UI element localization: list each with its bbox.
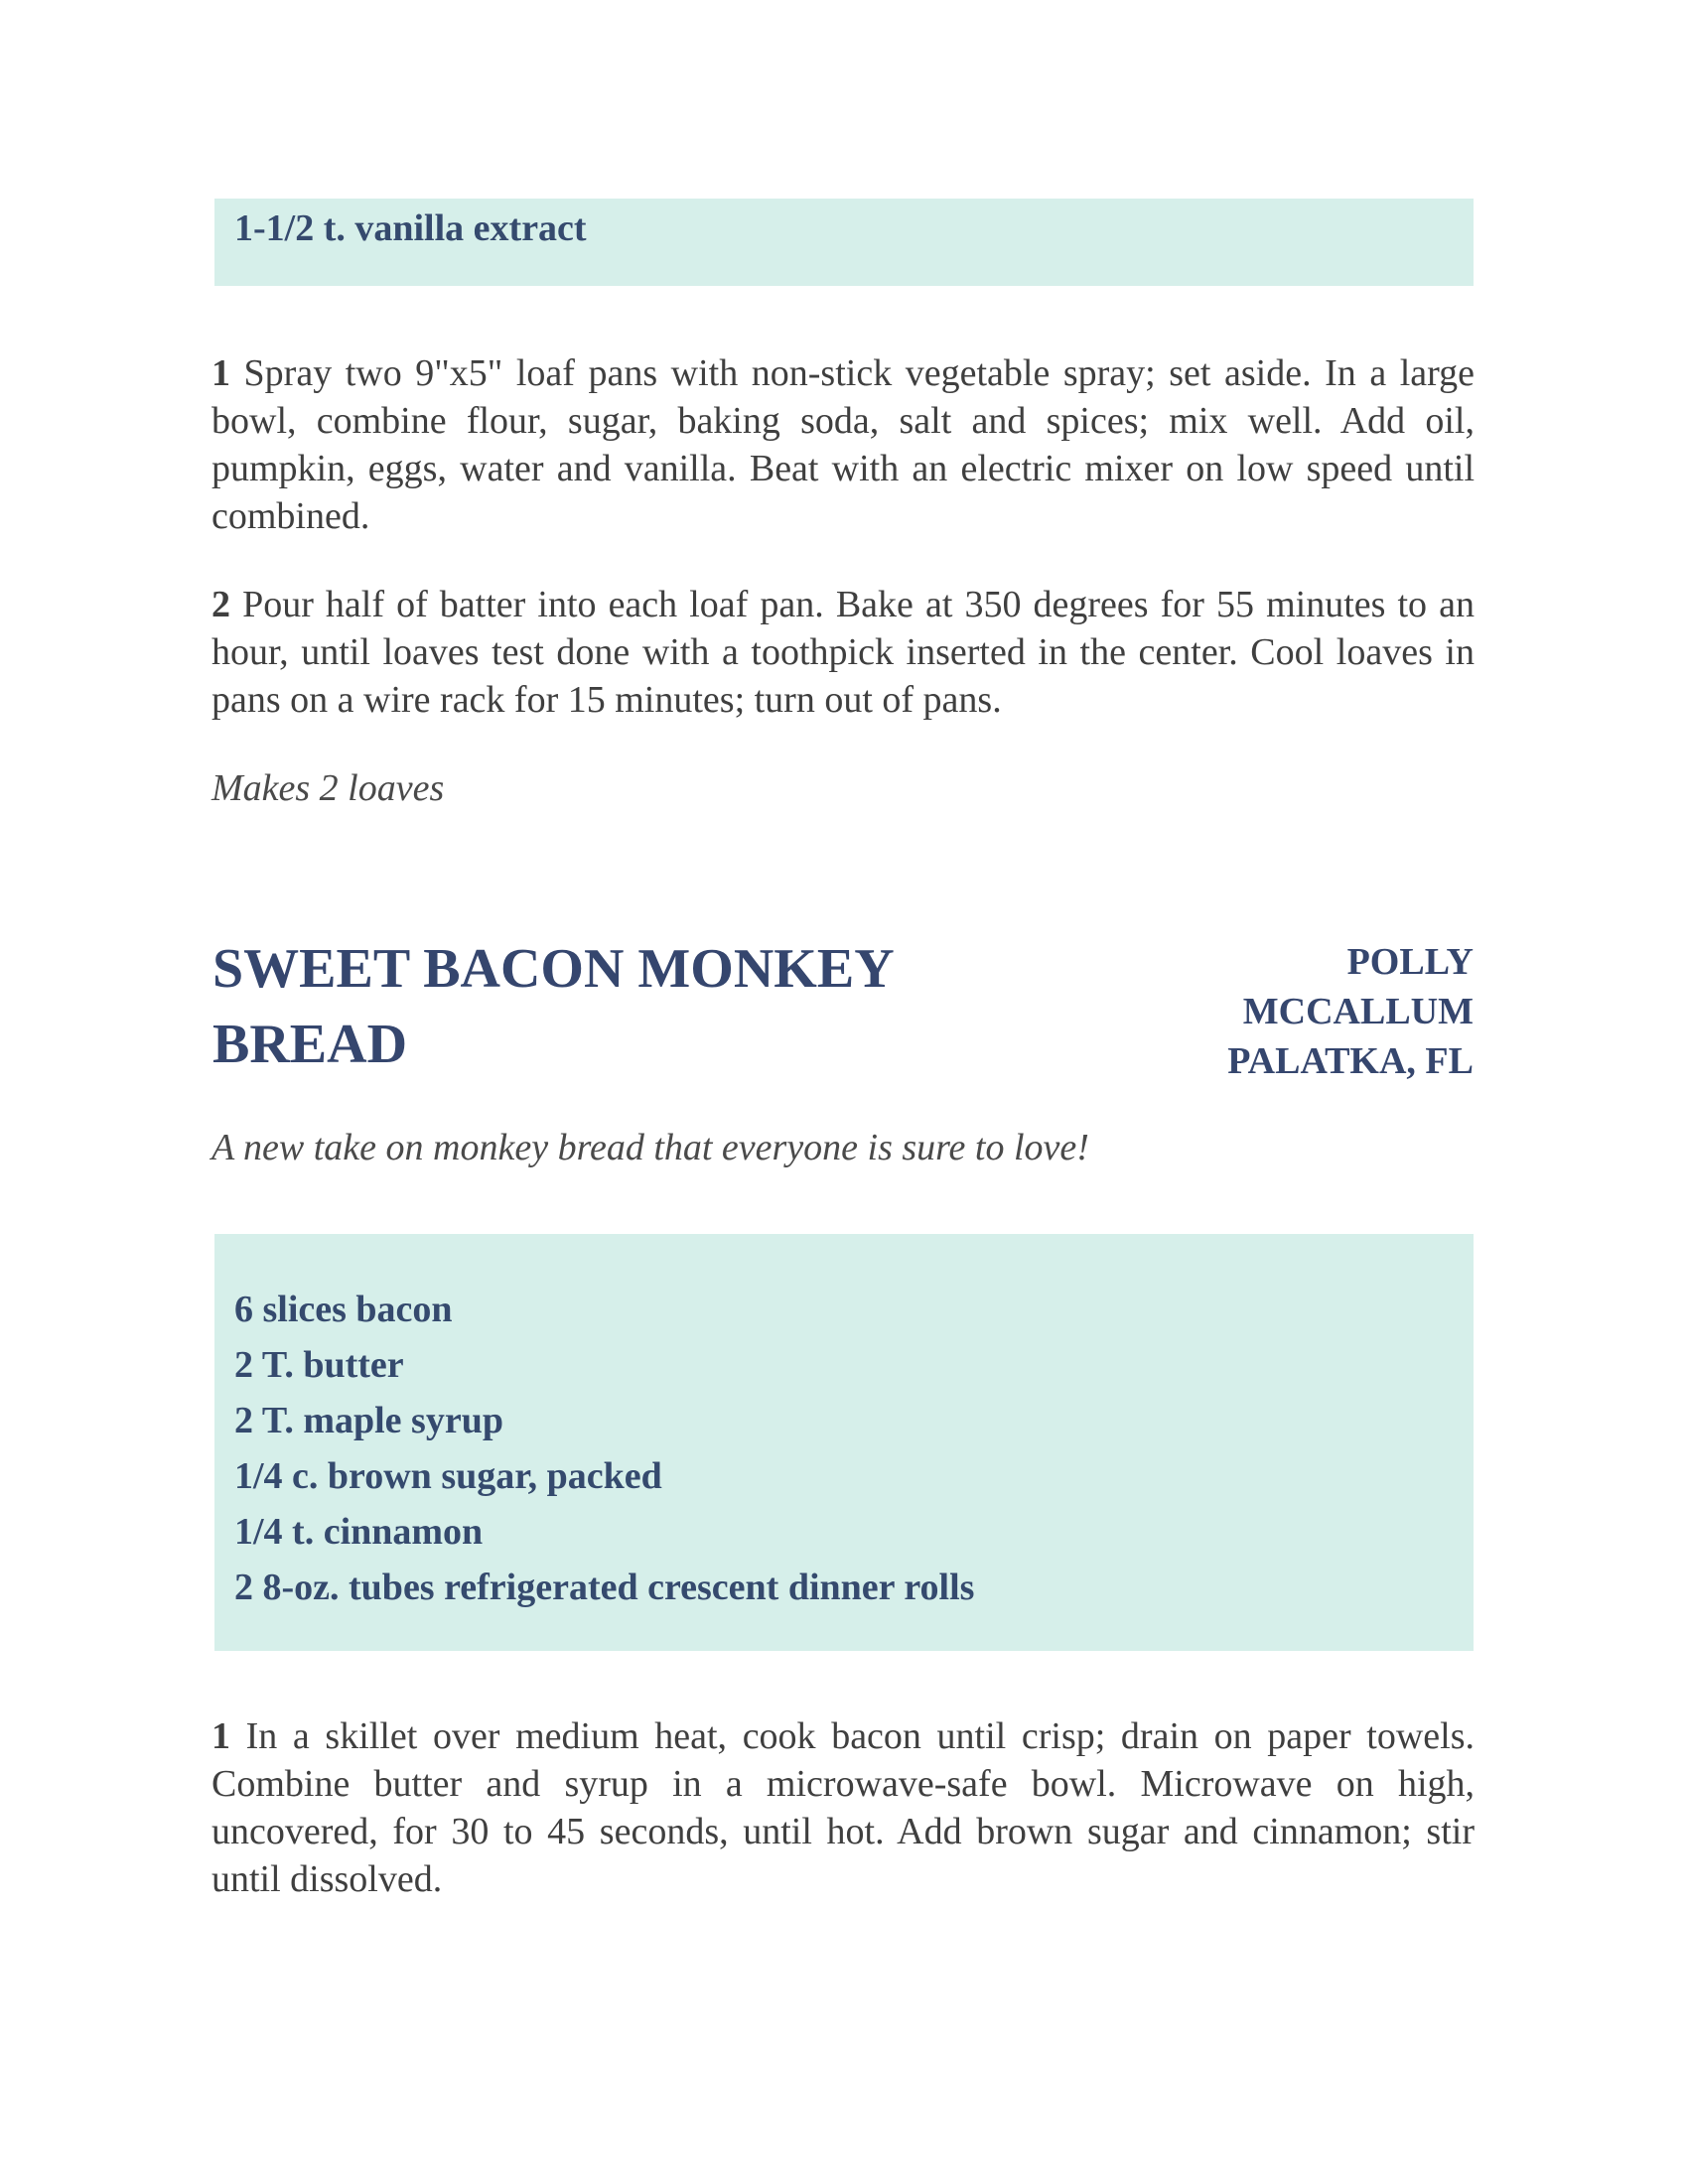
recipe-author bbox=[1227, 937, 1474, 1086]
ingredient-item: 2 T. butter bbox=[234, 1344, 404, 1386]
ingredient-item: 1-1/2 t. vanilla extract bbox=[234, 207, 587, 249]
step-text: Pour half of batter into each loaf pan. Bake at 350 degrees for 55 minutes to an hour, until loaves test done with a toothpick inserted in the center. Cool loaves in pans on a wire rack for 15 minutes; turn out of pans. bbox=[211, 584, 1475, 721]
author-name-last: MCCALLUM bbox=[1242, 991, 1474, 1032]
author-name-first: POLLY bbox=[1346, 941, 1474, 983]
recipe-tagline: A new take on monkey bread that everyone is sure to love! bbox=[211, 1127, 1089, 1168]
recipe-yield: Makes 2 loaves bbox=[211, 767, 445, 809]
ingredient-item: 1/4 c. brown sugar, packed bbox=[234, 1455, 662, 1497]
step-1 bbox=[211, 1712, 1475, 1903]
ingredient-box bbox=[214, 1234, 1474, 1651]
step-number: 2 bbox=[211, 584, 230, 625]
author-location: PALATKA, FL bbox=[1227, 1040, 1474, 1082]
step-number: 1 bbox=[211, 1715, 230, 1757]
ingredient-box-previous bbox=[214, 199, 1474, 286]
ingredient-item: 2 T. maple syrup bbox=[234, 1400, 503, 1441]
ingredient-item: 6 slices bacon bbox=[234, 1289, 453, 1330]
step-text: Spray two 9"x5" loaf pans with non-stick vegetable spray; set aside. In a large bowl, combine flour, sugar, baking soda, salt and spices; mix well. Add oil, pumpkin, eggs, water and vanilla. Beat with an electric mixer on low speed until combined. bbox=[211, 352, 1476, 537]
ingredient-item: 1/4 t. cinnamon bbox=[234, 1511, 484, 1553]
prev-step-2 bbox=[211, 581, 1475, 724]
prev-step-1 bbox=[211, 349, 1475, 540]
step-text: In a skillet over medium heat, cook bacon until crisp; drain on paper towels. Combine butter and syrup in a microwave-safe bowl. Microwave on high, uncovered, for 30 to 45 seconds, until hot. Add brown sugar and cinnamon; stir until dissolved. bbox=[211, 1715, 1475, 1900]
step-number: 1 bbox=[211, 352, 230, 394]
ingredient-item: 2 8-oz. tubes refrigerated crescent dinner rolls bbox=[234, 1567, 975, 1608]
ingredient-list bbox=[234, 1282, 974, 1615]
recipe-title: SWEET BACON MONKEY BREAD bbox=[212, 938, 893, 1075]
